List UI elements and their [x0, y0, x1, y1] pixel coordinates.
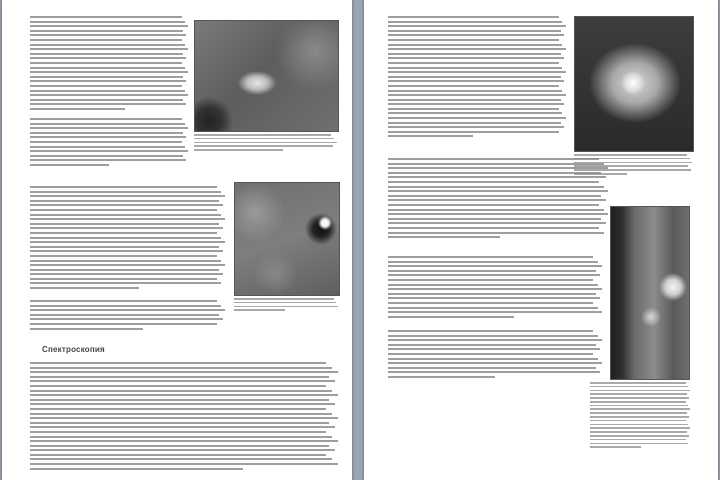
text-line — [590, 382, 686, 384]
text-line — [574, 154, 687, 156]
left-page — [2, 0, 352, 480]
text-line — [194, 149, 283, 151]
text-line — [388, 270, 596, 272]
text-line — [590, 408, 690, 410]
text-line — [30, 146, 185, 148]
text-line — [388, 76, 561, 78]
nebula-image — [574, 16, 694, 152]
text-line — [30, 227, 223, 229]
text-line — [388, 117, 566, 119]
text-line — [30, 200, 219, 202]
text-line — [388, 213, 608, 215]
image-caption — [590, 382, 690, 450]
text-line — [194, 138, 334, 140]
text-line — [30, 76, 183, 78]
text-line — [30, 209, 217, 211]
text-line — [388, 284, 598, 286]
text-line — [194, 142, 337, 144]
text-line — [30, 186, 217, 188]
text-line — [30, 99, 183, 101]
text-line — [590, 412, 687, 414]
text-line — [30, 159, 186, 161]
text-line — [30, 195, 225, 197]
text-line — [30, 318, 223, 320]
text-line — [388, 335, 598, 337]
text-line — [30, 390, 332, 392]
text-line — [388, 167, 608, 169]
text-line — [30, 269, 219, 271]
text-line — [30, 214, 221, 216]
text-line — [388, 279, 593, 281]
surface-image — [234, 182, 340, 296]
text-line — [30, 155, 183, 157]
text-line — [388, 311, 602, 313]
text-line — [30, 273, 223, 275]
text-line — [590, 416, 689, 418]
text-line — [30, 399, 329, 401]
text-line — [388, 222, 606, 224]
text-line — [30, 108, 125, 110]
text-line — [590, 401, 686, 403]
text-line — [388, 126, 564, 128]
text-line — [30, 241, 225, 243]
text-line — [30, 94, 188, 96]
text-line — [388, 236, 500, 238]
text-line — [388, 48, 566, 50]
text-line — [388, 376, 495, 378]
text-line — [388, 21, 562, 23]
text-line — [388, 274, 600, 276]
text-line — [30, 150, 188, 152]
text-line — [30, 362, 326, 364]
text-line — [388, 186, 604, 188]
text-line — [388, 53, 561, 55]
text-line — [30, 218, 225, 220]
text-line — [30, 468, 243, 470]
text-line — [30, 103, 186, 105]
text-line — [388, 348, 600, 350]
text-line — [388, 209, 604, 211]
text-line — [388, 288, 602, 290]
right-page — [364, 0, 718, 480]
text-line — [234, 306, 338, 308]
text-line — [30, 282, 221, 284]
text-line — [30, 44, 185, 46]
text-line — [388, 99, 561, 101]
text-line — [590, 439, 686, 441]
text-line — [30, 136, 186, 138]
text-line — [30, 16, 182, 18]
text-line — [388, 330, 593, 332]
text-line — [388, 199, 606, 201]
text-line — [388, 163, 604, 165]
text-line — [388, 57, 564, 59]
text-line — [388, 158, 599, 160]
text-line — [590, 427, 690, 429]
text-line — [30, 25, 188, 27]
image-caption — [194, 134, 337, 153]
text-line — [30, 34, 186, 36]
text-line — [388, 25, 566, 27]
text-line — [388, 172, 601, 174]
text-line — [388, 112, 562, 114]
text-line — [388, 103, 564, 105]
text-line — [388, 108, 559, 110]
text-line — [30, 48, 188, 50]
text-line — [30, 264, 225, 266]
paragraph-block — [388, 16, 566, 140]
text-line — [388, 94, 566, 96]
text-line — [30, 367, 332, 369]
text-line — [388, 316, 514, 318]
storm-image — [610, 206, 690, 380]
text-line — [30, 426, 335, 428]
text-line — [30, 413, 332, 415]
text-line — [30, 67, 185, 69]
text-line — [590, 393, 687, 395]
text-line — [30, 287, 139, 289]
paragraph-block — [30, 16, 188, 112]
text-line — [388, 67, 562, 69]
text-line — [30, 371, 338, 373]
text-line — [30, 191, 221, 193]
text-line — [30, 431, 326, 433]
text-line — [388, 297, 600, 299]
text-line — [30, 323, 217, 325]
text-line — [388, 62, 559, 64]
text-line — [388, 90, 562, 92]
text-line — [590, 431, 687, 433]
paragraph-block — [388, 330, 602, 381]
text-line — [30, 380, 335, 382]
text-line — [30, 309, 225, 311]
text-line — [388, 135, 473, 137]
text-line — [30, 445, 329, 447]
text-line — [30, 250, 223, 252]
text-line — [234, 309, 285, 311]
text-line — [590, 443, 688, 445]
text-line — [30, 141, 182, 143]
text-line — [388, 34, 564, 36]
text-line — [30, 328, 143, 330]
text-line — [30, 237, 221, 239]
text-line — [194, 145, 333, 147]
text-line — [30, 123, 185, 125]
paragraph-block — [388, 158, 608, 241]
text-line — [30, 403, 335, 405]
text-line — [30, 71, 188, 73]
text-line — [590, 390, 690, 392]
text-line — [388, 195, 601, 197]
text-line — [30, 127, 188, 129]
text-line — [388, 293, 596, 295]
text-line — [388, 176, 606, 178]
text-line — [388, 358, 598, 360]
text-line — [388, 371, 600, 373]
text-line — [30, 394, 338, 396]
text-line — [388, 16, 559, 18]
text-line — [388, 227, 599, 229]
text-line — [388, 71, 566, 73]
text-line — [30, 454, 326, 456]
text-line — [30, 440, 338, 442]
text-line — [388, 190, 608, 192]
text-line — [388, 261, 598, 263]
text-line — [388, 80, 564, 82]
text-line — [388, 85, 559, 87]
text-line — [30, 204, 223, 206]
text-line — [30, 385, 326, 387]
paragraph-block — [30, 186, 225, 292]
text-line — [30, 223, 219, 225]
text-line — [388, 232, 604, 234]
text-line — [30, 422, 329, 424]
text-line — [30, 232, 217, 234]
text-line — [30, 246, 219, 248]
text-line — [30, 85, 182, 87]
text-line — [30, 408, 326, 410]
text-line — [30, 449, 335, 451]
text-line — [30, 21, 185, 23]
text-line — [30, 255, 217, 257]
text-line — [388, 131, 559, 133]
text-line — [388, 218, 601, 220]
text-line — [388, 204, 599, 206]
text-line — [30, 278, 217, 280]
image-caption — [234, 298, 338, 313]
text-line — [388, 122, 561, 124]
text-line — [590, 420, 686, 422]
text-line — [30, 80, 186, 82]
text-line — [388, 30, 561, 32]
paragraph-block — [30, 300, 225, 332]
text-line — [388, 265, 602, 267]
text-line — [590, 386, 688, 388]
text-line — [388, 181, 599, 183]
section-heading: Спектроскопия — [42, 345, 105, 354]
text-line — [388, 256, 593, 258]
text-line — [388, 339, 602, 341]
text-line — [388, 44, 562, 46]
text-line — [388, 362, 602, 364]
text-line — [590, 405, 688, 407]
text-line — [590, 435, 689, 437]
text-line — [30, 305, 221, 307]
text-line — [388, 302, 593, 304]
text-line — [30, 300, 217, 302]
paragraph-block — [30, 118, 188, 169]
text-line — [30, 458, 332, 460]
text-line — [30, 164, 109, 166]
text-line — [30, 436, 332, 438]
paragraph-block — [30, 362, 338, 472]
text-line — [30, 53, 183, 55]
text-line — [234, 298, 334, 300]
text-line — [590, 446, 641, 448]
text-line — [388, 39, 559, 41]
text-line — [30, 463, 338, 465]
text-line — [30, 30, 183, 32]
text-line — [590, 424, 688, 426]
text-line — [388, 344, 596, 346]
text-line — [30, 90, 185, 92]
text-line — [30, 314, 219, 316]
text-line — [30, 62, 182, 64]
text-line — [388, 367, 596, 369]
text-line — [30, 132, 183, 134]
text-line — [30, 57, 186, 59]
text-line — [590, 397, 689, 399]
text-line — [30, 376, 329, 378]
text-line — [30, 260, 221, 262]
text-line — [388, 353, 593, 355]
text-line — [388, 307, 598, 309]
text-line — [234, 302, 336, 304]
crater-image — [194, 20, 339, 132]
text-line — [194, 134, 331, 136]
text-line — [30, 39, 182, 41]
text-line — [30, 417, 338, 419]
text-line — [30, 118, 182, 120]
paragraph-block — [388, 256, 602, 320]
